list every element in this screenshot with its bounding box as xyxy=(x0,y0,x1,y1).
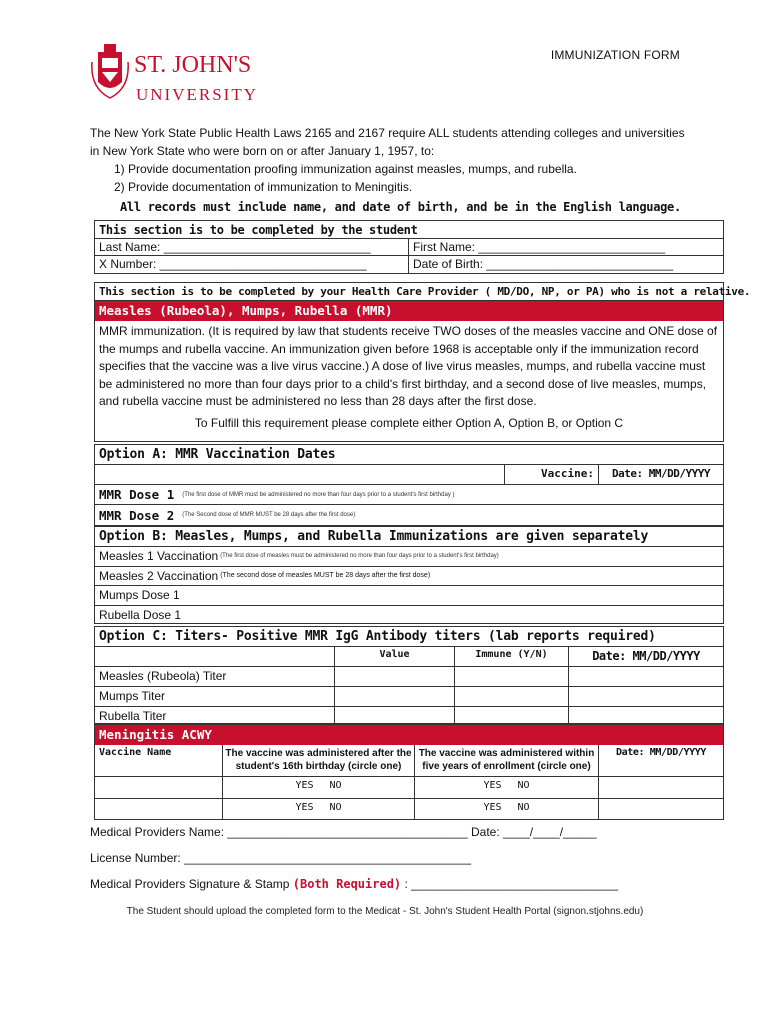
logo-title: ST. JOHN'S xyxy=(134,52,252,78)
yes-option[interactable]: YES xyxy=(295,780,314,791)
mumps-label: Mumps Dose 1 xyxy=(99,588,180,603)
signature-label: Medical Providers Signature & Stamp xyxy=(90,877,290,891)
logo-subtitle: UNIVERSITY xyxy=(136,85,258,104)
last-name-field[interactable]: Last Name: _______________________________ xyxy=(95,239,409,255)
option-b xyxy=(94,526,724,624)
st-johns-logo xyxy=(90,42,280,106)
mmr-dose-1-row[interactable] xyxy=(95,485,723,505)
mumps-row[interactable] xyxy=(95,586,723,606)
measles-1-note: (The first dose of measles must be administered no more than four days prior to a student's first birthday) xyxy=(220,553,499,560)
vaccine-name-header: Vaccine Name xyxy=(95,745,223,776)
option-c-date-header: Date: MM/DD/YYYY xyxy=(592,649,700,663)
meningitis-section xyxy=(94,724,724,820)
upload-note: The Student should upload the completed form to the Medicat - St. John's Student Health Portal (signon.stjohns.edu) xyxy=(126,906,644,917)
measles-1-label: Measles 1 Vaccination xyxy=(99,549,219,564)
signature-field[interactable] xyxy=(90,874,710,900)
measles-2-label: Measles 2 Vaccination xyxy=(99,568,219,583)
yes-option[interactable]: YES xyxy=(295,802,314,813)
meningitis-bar: Meningitis ACWY xyxy=(95,725,723,745)
fulfill-note: To Fulfill this requirement please complete either Option A, Option B, or Option C xyxy=(194,415,624,430)
option-a xyxy=(94,444,724,526)
x-number-field[interactable]: X Number: _______________________________ xyxy=(95,256,409,273)
option-b-title: Option B: Measles, Mumps, and Rubella Immunizations are given separately xyxy=(95,527,723,547)
license-field[interactable]: License Number: ___________________________________________ xyxy=(90,851,472,865)
measles-2-row[interactable] xyxy=(95,567,723,587)
providers-name-field[interactable]: Medical Providers Name: ____________________________________ xyxy=(90,825,468,839)
records-note: All records must include name, and date of birth, and be in the English language. xyxy=(120,200,681,214)
option-c-value-header: Value xyxy=(335,647,455,666)
signature-line[interactable]: : _______________________________ xyxy=(404,877,619,891)
student-section-header: This section is to be completed by the student xyxy=(95,221,723,239)
mmr-dose-2-note: (The Second dose of MMR MUST be 28 days after the first dose) xyxy=(182,512,356,518)
page-header xyxy=(90,38,690,108)
rubella-label: Rubella Dose 1 xyxy=(99,608,182,623)
option-a-vaccine-header: Vaccine: xyxy=(505,465,599,484)
option-c-immune-header: Immune (Y/N) xyxy=(455,647,569,666)
no-option[interactable]: NO xyxy=(329,802,342,813)
option-c-title: Option C: Titers- Positive MMR IgG Antibody titers (lab reports required) xyxy=(95,627,723,647)
date-field[interactable]: Date: ____/____/_____ xyxy=(470,825,597,839)
measles-2-note: (The second dose of measles MUST be 28 days after the first dose) xyxy=(220,572,431,580)
student-section xyxy=(94,220,724,274)
mmr-dose-1-note: (The first dose of MMR must be administered no more than four days prior to a student's first birthday ) xyxy=(182,491,455,498)
first-name-field[interactable]: First Name: ____________________________ xyxy=(413,240,666,254)
titer-label: Rubella Titer xyxy=(95,707,335,727)
meningitis-date-header: Date: MM/DD/YYYY xyxy=(616,747,706,758)
no-option[interactable]: NO xyxy=(517,802,530,813)
mmr-dose-2-row[interactable] xyxy=(95,505,723,525)
after-16th-header: The vaccine was administered after the student's 16th birthday (circle one) xyxy=(223,745,415,776)
within-5-years-header: The vaccine was administered within five years of enrollment (circle one) xyxy=(415,745,599,776)
option-a-date-header: Date: MM/DD/YYYY xyxy=(612,467,710,480)
rubella-row[interactable] xyxy=(95,606,723,626)
yes-option[interactable]: YES xyxy=(483,802,502,813)
mmr-dose-2-label: MMR Dose 2 xyxy=(99,507,175,523)
measles-titer-row[interactable] xyxy=(95,667,723,687)
provider-section xyxy=(94,282,751,442)
meningitis-row-2[interactable] xyxy=(95,799,723,819)
option-a-title: Option A: MMR Vaccination Dates xyxy=(95,445,723,465)
mmr-dose-1-label: MMR Dose 1 xyxy=(99,487,175,502)
meningitis-row-1[interactable] xyxy=(95,777,723,799)
provider-signoff xyxy=(90,822,710,900)
measles-1-row[interactable] xyxy=(95,547,723,567)
mmr-paragraph: MMR immunization. (It is required by law that students receive TWO doses of the measles vaccine and ONE dose of the mumps and rubella vaccine. An immunization given before 1968 is acceptable only if the immunization record specifies that the vaccine was a live virus vaccine.) A dose of live virus measles, mumps, and rubella vaccine must be administered no more than four days prior to a child's first birthday, and a second dose of live measles, mumps, and rubella vaccine must be administered no less than 28 days after the first dose. xyxy=(99,324,718,408)
intro-item-2: 2) Provide documentation of immunization to Meningitis. xyxy=(114,180,413,194)
titer-label: Measles (Rubeola) Titer xyxy=(95,667,335,686)
mumps-titer-row[interactable] xyxy=(95,687,723,707)
no-option[interactable]: NO xyxy=(329,780,342,791)
intro-item-1: 1) Provide documentation proofing immunization against measles, mumps, and rubella. xyxy=(114,162,577,176)
intro-paragraph: The New York State Public Health Laws 2165 and 2167 require ALL students attending colleges and universities in New York State who were born on or after January 1, 1957, to: xyxy=(90,126,685,158)
titer-label: Mumps Titer xyxy=(95,687,335,706)
both-required-label: (Both Required) xyxy=(292,877,402,891)
yes-option[interactable]: YES xyxy=(483,780,502,791)
intro xyxy=(90,124,690,216)
provider-section-header: This section is to be completed by your Health Care Provider ( MD/DO, NP, or PA) who is not a relative. xyxy=(95,283,723,301)
form-title: IMMUNIZATION FORM xyxy=(550,48,680,62)
option-c xyxy=(94,626,724,724)
mmr-bar: Measles (Rubeola), Mumps, Rubella (MMR) xyxy=(95,301,723,321)
no-option[interactable]: NO xyxy=(517,780,530,791)
dob-field[interactable]: Date of Birth: ____________________________ xyxy=(413,257,674,271)
